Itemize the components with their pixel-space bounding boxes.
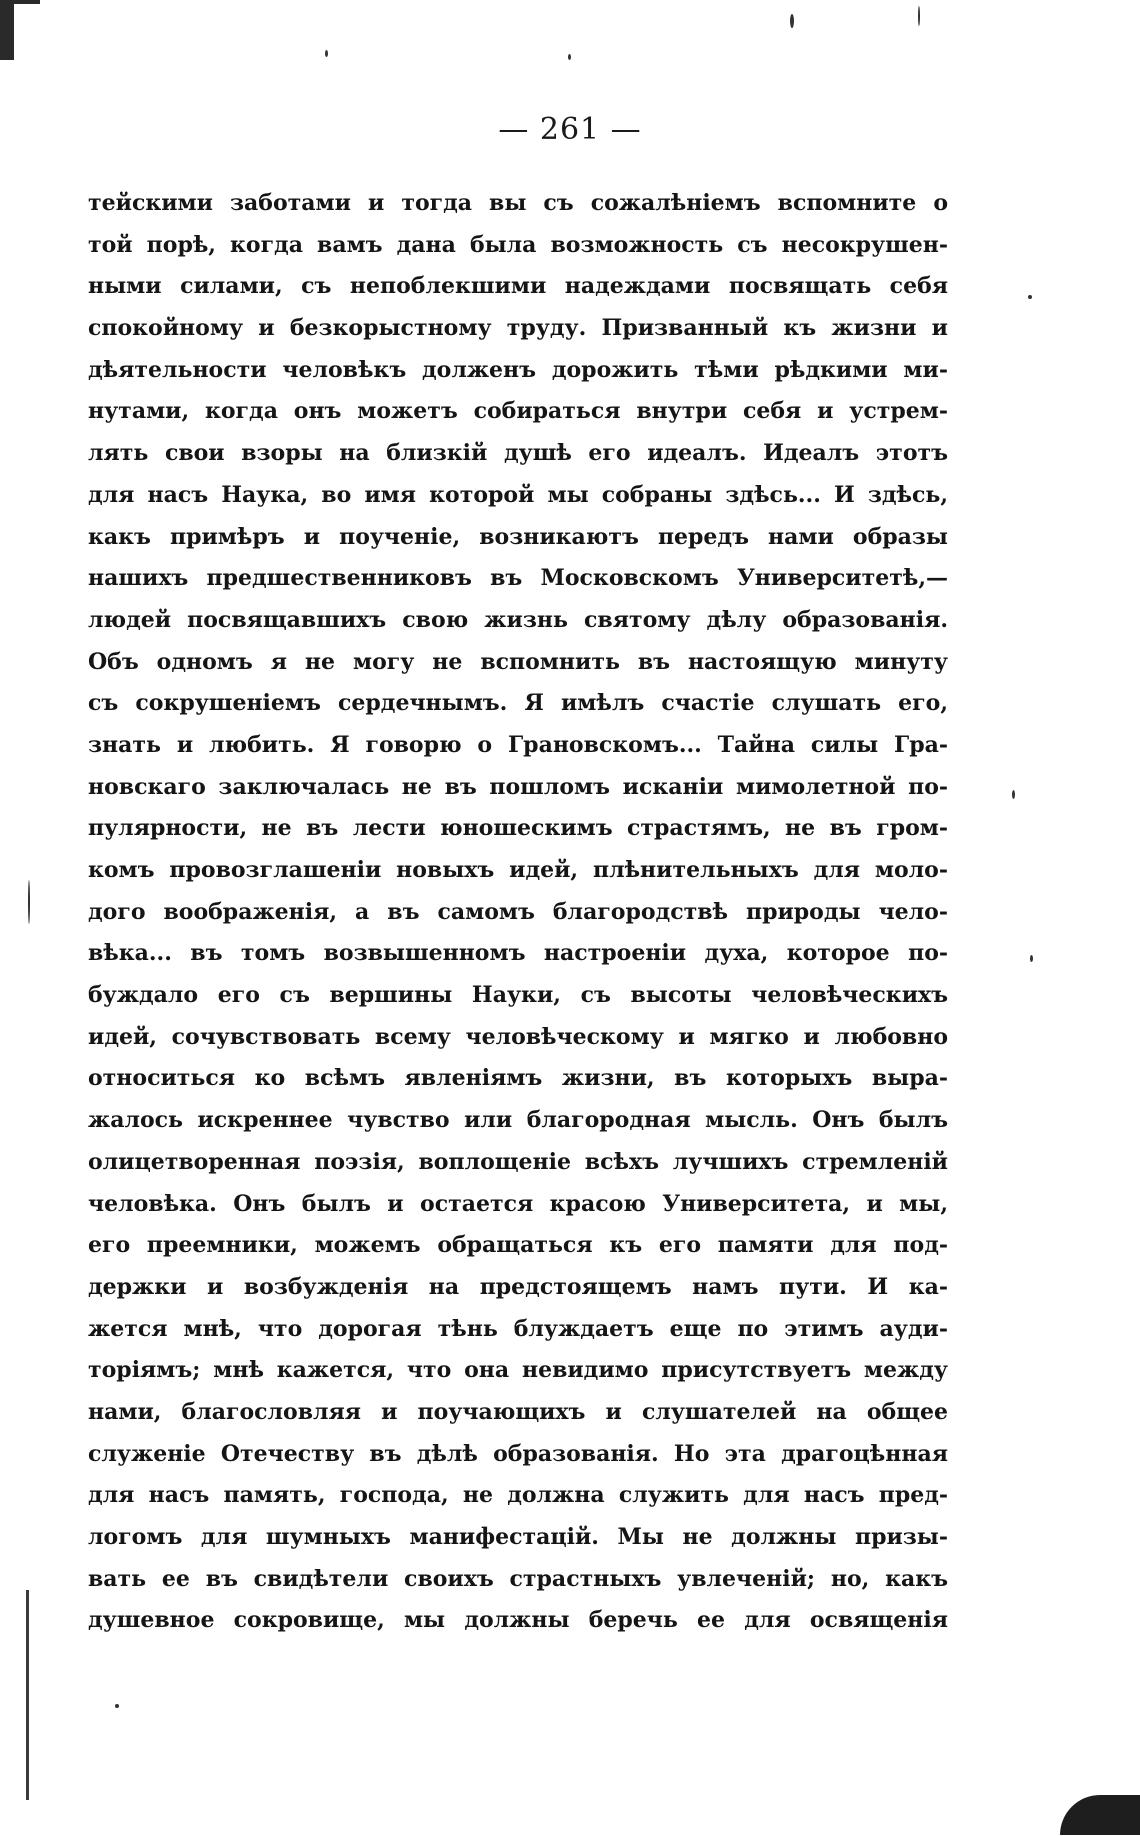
text-line: комъ провозглашеніи новыхъ идей, плѣнительныхъ для моло- bbox=[88, 857, 948, 883]
body-text bbox=[88, 183, 948, 1642]
text-line: дого воображенія, а въ самомъ благородствѣ природы чело- bbox=[88, 898, 948, 925]
text-line: идей, сочувствовать всему человѣческому и мягко и любовно bbox=[88, 1023, 948, 1050]
text-line: вать ее въ свидѣтели своихъ страстныхъ увлеченій; но, какъ bbox=[88, 1565, 948, 1592]
text-line: вѣка... въ томъ возвышенномъ настроеніи духа, которое по- bbox=[88, 940, 948, 967]
text-line: Объ одномъ я не могу не вспомнить въ настоящую минуту bbox=[88, 648, 948, 675]
page-number: — 261 — bbox=[498, 112, 642, 147]
text-line: съ сокрушеніемъ сердечнымъ. Я имѣлъ счастіе слушать его, bbox=[88, 690, 948, 717]
text-line: буждало его съ вершины Науки, съ высоты человѣческихъ bbox=[88, 982, 948, 1009]
text-line: пулярности, не въ лести юношескимъ страстямъ, не въ гром- bbox=[88, 815, 948, 842]
text-line: олицетворенная поэзія, воплощеніе всѣхъ лучшихъ стремленій bbox=[88, 1148, 948, 1175]
scan-speck bbox=[1012, 790, 1015, 799]
text-line: для насъ Наука, во имя которой мы собраны здѣсь... И здѣсь, bbox=[88, 481, 948, 508]
text-line: торіямъ; мнѣ кажется, что она невидимо присутствуетъ между bbox=[88, 1357, 948, 1384]
text-line: спокойному и безкорыстному труду. Призванный къ жизни и bbox=[88, 315, 948, 342]
scan-speck bbox=[918, 6, 920, 26]
scan-speck bbox=[1028, 295, 1032, 299]
text-line: его преемники, можемъ обращаться къ его памяти для под- bbox=[88, 1232, 948, 1259]
scan-edge-line bbox=[26, 1590, 29, 1800]
text-line: какъ примѣръ и поученіе, возникаютъ передъ нами образы bbox=[88, 523, 948, 550]
scan-speck bbox=[325, 50, 328, 57]
text-line: нашихъ предшественниковъ въ Московскомъ Университетѣ,— bbox=[88, 565, 948, 592]
text-line: лять свои взоры на близкій душѣ его идеалъ. Идеалъ этотъ bbox=[88, 440, 948, 467]
text-line: тейскими заботами и тогда вы съ сожалѣніемъ вспомните о bbox=[88, 190, 948, 216]
scan-speck bbox=[115, 1704, 119, 1708]
text-line: жалось искреннее чувство или благородная мысль. Онъ былъ bbox=[88, 1107, 948, 1134]
scan-speck bbox=[28, 880, 30, 924]
scan-speck bbox=[568, 54, 571, 60]
text-line: душевное сокровище, мы должны беречь ее для освященія bbox=[88, 1607, 948, 1634]
text-line: для насъ память, господа, не должна служить для насъ пред- bbox=[88, 1482, 948, 1509]
text-line: логомъ для шумныхъ манифестацій. Мы не должны призы- bbox=[88, 1524, 948, 1550]
text-line: человѣка. Онъ былъ и остается красою Университета, и мы, bbox=[88, 1190, 948, 1217]
text-line: дѣятельности человѣкъ долженъ дорожить тѣми рѣдкими ми- bbox=[88, 356, 948, 383]
scan-speck bbox=[790, 14, 794, 28]
text-line: относиться ко всѣмъ явленіямъ жизни, въ которыхъ выра- bbox=[88, 1065, 948, 1092]
text-line: знать и любить. Я говорю о Грановскомъ... Тайна силы Гра- bbox=[88, 731, 948, 758]
text-line: людей посвящавшихъ свою жизнь святому дѣлу образованія. bbox=[88, 606, 948, 633]
text-line: служеніе Отечеству въ дѣлѣ образованія. Но эта драгоцѣнная bbox=[88, 1440, 948, 1467]
scan-speck bbox=[1030, 955, 1033, 962]
scan-blot bbox=[1060, 1795, 1140, 1835]
text-line: той порѣ, когда вамъ дана была возможность съ несокрушен- bbox=[88, 231, 948, 258]
text-line: нами, благословляя и поучающихъ и слушателей на общее bbox=[88, 1398, 948, 1425]
text-line: жется мнѣ, что дорогая тѣнь блуждаетъ еще по этимъ ауди- bbox=[88, 1315, 948, 1342]
text-line: ными силами, съ непоблекшими надеждами посвящать себя bbox=[88, 273, 948, 300]
scan-corner-mark-top bbox=[0, 0, 40, 4]
scan-corner-mark bbox=[0, 0, 14, 60]
text-line: держки и возбужденія на предстоящемъ намъ пути. И ка- bbox=[88, 1273, 948, 1300]
text-line: новскаго заключалась не въ пошломъ исканіи мимолетной по- bbox=[88, 773, 948, 800]
text-line: нутами, когда онъ можетъ собираться внутри себя и устрем- bbox=[88, 398, 948, 425]
